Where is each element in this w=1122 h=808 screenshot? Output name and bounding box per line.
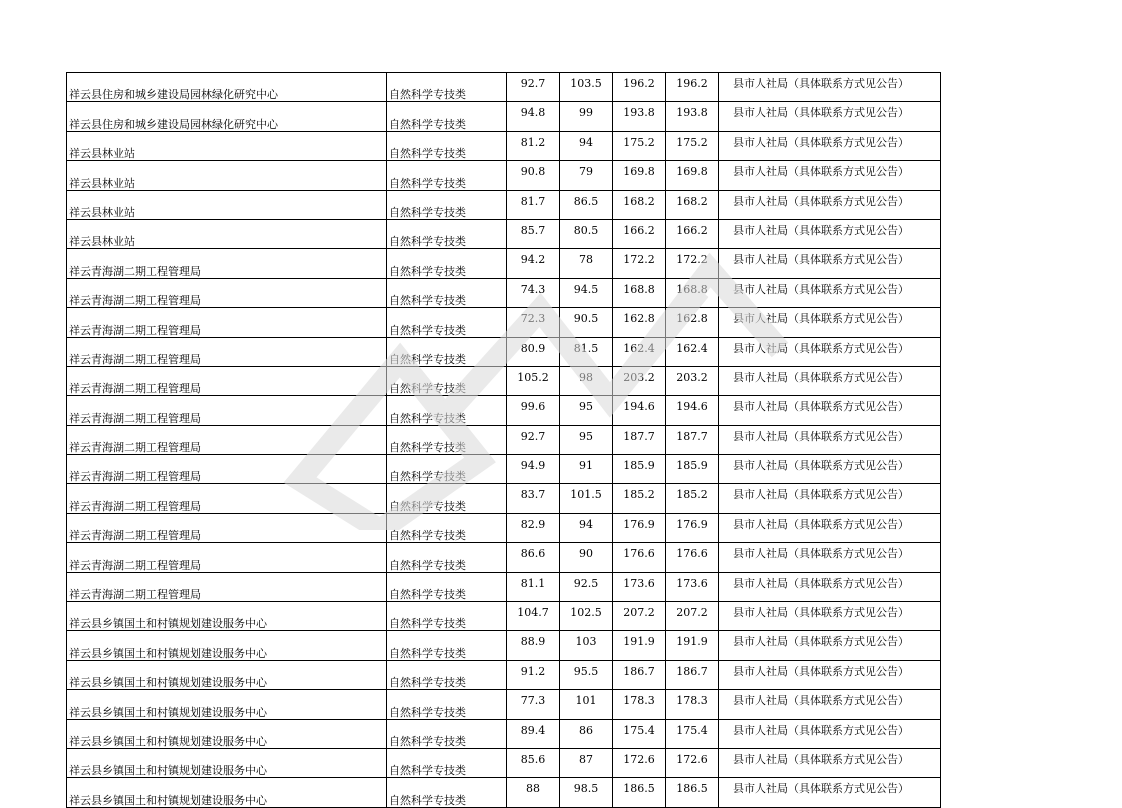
score2-cell: 87	[560, 748, 613, 777]
table-row	[67, 396, 941, 425]
final-cell: 175.4	[666, 719, 719, 748]
table-row	[67, 572, 941, 601]
table-row	[67, 425, 941, 454]
category-cell: 自然科学专技类	[387, 543, 507, 572]
table-row	[67, 484, 941, 513]
score2-cell: 101.5	[560, 484, 613, 513]
total-cell: 178.3	[613, 690, 666, 719]
final-cell: 203.2	[666, 366, 719, 395]
contact-cell: 县市人社局（具体联系方式见公告）	[719, 131, 941, 160]
score1-cell: 72.3	[507, 308, 560, 337]
score1-cell: 92.7	[507, 73, 560, 102]
unit-cell: 祥云县乡镇国土和村镇规划建设服务中心	[67, 719, 387, 748]
total-cell: 169.8	[613, 161, 666, 190]
score1-cell: 90.8	[507, 161, 560, 190]
score2-cell: 98.5	[560, 778, 613, 807]
table-row	[67, 308, 941, 337]
final-cell: 168.2	[666, 190, 719, 219]
score1-cell: 82.9	[507, 513, 560, 542]
category-cell: 自然科学专技类	[387, 748, 507, 777]
unit-cell: 祥云县林业站	[67, 131, 387, 160]
table-row	[67, 102, 941, 131]
category-cell: 自然科学专技类	[387, 778, 507, 807]
score2-cell: 92.5	[560, 572, 613, 601]
score2-cell: 94	[560, 131, 613, 160]
table-row	[67, 602, 941, 631]
unit-cell: 祥云县林业站	[67, 219, 387, 248]
contact-cell: 县市人社局（具体联系方式见公告）	[719, 190, 941, 219]
category-cell: 自然科学专技类	[387, 131, 507, 160]
final-cell: 172.2	[666, 249, 719, 278]
table-row	[67, 73, 941, 102]
final-cell: 176.9	[666, 513, 719, 542]
final-cell: 193.8	[666, 102, 719, 131]
contact-cell: 县市人社局（具体联系方式见公告）	[719, 748, 941, 777]
total-cell: 168.2	[613, 190, 666, 219]
category-cell: 自然科学专技类	[387, 278, 507, 307]
category-cell: 自然科学专技类	[387, 337, 507, 366]
category-cell: 自然科学专技类	[387, 190, 507, 219]
unit-cell: 祥云县乡镇国土和村镇规划建设服务中心	[67, 660, 387, 689]
unit-cell: 祥云青海湖二期工程管理局	[67, 249, 387, 278]
category-cell: 自然科学专技类	[387, 719, 507, 748]
unit-cell: 祥云青海湖二期工程管理局	[67, 425, 387, 454]
final-cell: 173.6	[666, 572, 719, 601]
score1-cell: 80.9	[507, 337, 560, 366]
score1-cell: 74.3	[507, 278, 560, 307]
total-cell: 168.8	[613, 278, 666, 307]
score2-cell: 95	[560, 396, 613, 425]
category-cell: 自然科学专技类	[387, 484, 507, 513]
unit-cell: 祥云青海湖二期工程管理局	[67, 484, 387, 513]
final-cell: 186.7	[666, 660, 719, 689]
score2-cell: 80.5	[560, 219, 613, 248]
unit-cell: 祥云青海湖二期工程管理局	[67, 278, 387, 307]
score2-cell: 98	[560, 366, 613, 395]
category-cell: 自然科学专技类	[387, 73, 507, 102]
score2-cell: 95	[560, 425, 613, 454]
score2-cell: 78	[560, 249, 613, 278]
unit-cell: 祥云青海湖二期工程管理局	[67, 396, 387, 425]
final-cell: 175.2	[666, 131, 719, 160]
contact-cell: 县市人社局（具体联系方式见公告）	[719, 278, 941, 307]
contact-cell: 县市人社局（具体联系方式见公告）	[719, 366, 941, 395]
table-row	[67, 748, 941, 777]
total-cell: 175.4	[613, 719, 666, 748]
score2-cell: 102.5	[560, 602, 613, 631]
table-row	[67, 131, 941, 160]
category-cell: 自然科学专技类	[387, 308, 507, 337]
table-row	[67, 719, 941, 748]
contact-cell: 县市人社局（具体联系方式见公告）	[719, 484, 941, 513]
total-cell: 191.9	[613, 631, 666, 660]
contact-cell: 县市人社局（具体联系方式见公告）	[719, 778, 941, 807]
contact-cell: 县市人社局（具体联系方式见公告）	[719, 543, 941, 572]
final-cell: 176.6	[666, 543, 719, 572]
total-cell: 193.8	[613, 102, 666, 131]
score1-cell: 94.9	[507, 455, 560, 484]
contact-cell: 县市人社局（具体联系方式见公告）	[719, 602, 941, 631]
unit-cell: 祥云青海湖二期工程管理局	[67, 308, 387, 337]
table-row	[67, 249, 941, 278]
score2-cell: 91	[560, 455, 613, 484]
score1-cell: 81.7	[507, 190, 560, 219]
category-cell: 自然科学专技类	[387, 513, 507, 542]
score1-cell: 89.4	[507, 719, 560, 748]
contact-cell: 县市人社局（具体联系方式见公告）	[719, 513, 941, 542]
final-cell: 185.9	[666, 455, 719, 484]
category-cell: 自然科学专技类	[387, 631, 507, 660]
final-cell: 178.3	[666, 690, 719, 719]
contact-cell: 县市人社局（具体联系方式见公告）	[719, 719, 941, 748]
total-cell: 176.6	[613, 543, 666, 572]
contact-cell: 县市人社局（具体联系方式见公告）	[719, 631, 941, 660]
total-cell: 187.7	[613, 425, 666, 454]
final-cell: 162.4	[666, 337, 719, 366]
total-cell: 186.5	[613, 778, 666, 807]
score2-cell: 79	[560, 161, 613, 190]
contact-cell: 县市人社局（具体联系方式见公告）	[719, 690, 941, 719]
score2-cell: 90.5	[560, 308, 613, 337]
unit-cell: 祥云县林业站	[67, 161, 387, 190]
total-cell: 176.9	[613, 513, 666, 542]
score1-cell: 91.2	[507, 660, 560, 689]
score1-cell: 94.8	[507, 102, 560, 131]
final-cell: 185.2	[666, 484, 719, 513]
category-cell: 自然科学专技类	[387, 602, 507, 631]
total-cell: 186.7	[613, 660, 666, 689]
table-body	[67, 73, 941, 808]
table-row	[67, 455, 941, 484]
table-row	[67, 631, 941, 660]
category-cell: 自然科学专技类	[387, 660, 507, 689]
total-cell: 162.4	[613, 337, 666, 366]
contact-cell: 县市人社局（具体联系方式见公告）	[719, 425, 941, 454]
score1-cell: 88.9	[507, 631, 560, 660]
score2-cell: 101	[560, 690, 613, 719]
final-cell: 191.9	[666, 631, 719, 660]
contact-cell: 县市人社局（具体联系方式见公告）	[719, 102, 941, 131]
final-cell: 186.5	[666, 778, 719, 807]
unit-cell: 祥云县住房和城乡建设局园林绿化研究中心	[67, 73, 387, 102]
contact-cell: 县市人社局（具体联系方式见公告）	[719, 73, 941, 102]
final-cell: 169.8	[666, 161, 719, 190]
category-cell: 自然科学专技类	[387, 396, 507, 425]
contact-cell: 县市人社局（具体联系方式见公告）	[719, 337, 941, 366]
unit-cell: 祥云青海湖二期工程管理局	[67, 366, 387, 395]
unit-cell: 祥云县乡镇国土和村镇规划建设服务中心	[67, 602, 387, 631]
final-cell: 194.6	[666, 396, 719, 425]
score2-cell: 86.5	[560, 190, 613, 219]
score2-cell: 103.5	[560, 73, 613, 102]
score2-cell: 94.5	[560, 278, 613, 307]
contact-cell: 县市人社局（具体联系方式见公告）	[719, 396, 941, 425]
final-cell: 166.2	[666, 219, 719, 248]
table-row	[67, 513, 941, 542]
score1-cell: 104.7	[507, 602, 560, 631]
score2-cell: 99	[560, 102, 613, 131]
unit-cell: 祥云县林业站	[67, 190, 387, 219]
score1-cell: 77.3	[507, 690, 560, 719]
category-cell: 自然科学专技类	[387, 572, 507, 601]
category-cell: 自然科学专技类	[387, 102, 507, 131]
unit-cell: 祥云县乡镇国土和村镇规划建设服务中心	[67, 631, 387, 660]
unit-cell: 祥云县住房和城乡建设局园林绿化研究中心	[67, 102, 387, 131]
unit-cell: 祥云县乡镇国土和村镇规划建设服务中心	[67, 748, 387, 777]
table-row	[67, 337, 941, 366]
score1-cell: 81.1	[507, 572, 560, 601]
total-cell: 185.2	[613, 484, 666, 513]
unit-cell: 祥云青海湖二期工程管理局	[67, 572, 387, 601]
score1-cell: 81.2	[507, 131, 560, 160]
category-cell: 自然科学专技类	[387, 161, 507, 190]
score1-cell: 88	[507, 778, 560, 807]
contact-cell: 县市人社局（具体联系方式见公告）	[719, 219, 941, 248]
final-cell: 162.8	[666, 308, 719, 337]
score-table	[66, 72, 941, 808]
score1-cell: 85.6	[507, 748, 560, 777]
contact-cell: 县市人社局（具体联系方式见公告）	[719, 249, 941, 278]
contact-cell: 县市人社局（具体联系方式见公告）	[719, 455, 941, 484]
unit-cell: 祥云青海湖二期工程管理局	[67, 337, 387, 366]
total-cell: 185.9	[613, 455, 666, 484]
table-row	[67, 543, 941, 572]
table-row	[67, 219, 941, 248]
category-cell: 自然科学专技类	[387, 366, 507, 395]
contact-cell: 县市人社局（具体联系方式见公告）	[719, 572, 941, 601]
final-cell: 196.2	[666, 73, 719, 102]
category-cell: 自然科学专技类	[387, 690, 507, 719]
final-cell: 168.8	[666, 278, 719, 307]
total-cell: 194.6	[613, 396, 666, 425]
total-cell: 175.2	[613, 131, 666, 160]
table-row	[67, 366, 941, 395]
table-row	[67, 161, 941, 190]
table-row	[67, 690, 941, 719]
total-cell: 173.6	[613, 572, 666, 601]
category-cell: 自然科学专技类	[387, 219, 507, 248]
total-cell: 207.2	[613, 602, 666, 631]
category-cell: 自然科学专技类	[387, 455, 507, 484]
unit-cell: 祥云青海湖二期工程管理局	[67, 513, 387, 542]
total-cell: 196.2	[613, 73, 666, 102]
score2-cell: 103	[560, 631, 613, 660]
score1-cell: 92.7	[507, 425, 560, 454]
contact-cell: 县市人社局（具体联系方式见公告）	[719, 161, 941, 190]
score2-cell: 81.5	[560, 337, 613, 366]
category-cell: 自然科学专技类	[387, 249, 507, 278]
unit-cell: 祥云县乡镇国土和村镇规划建设服务中心	[67, 778, 387, 807]
final-cell: 187.7	[666, 425, 719, 454]
total-cell: 203.2	[613, 366, 666, 395]
final-cell: 172.6	[666, 748, 719, 777]
score1-cell: 85.7	[507, 219, 560, 248]
score1-cell: 99.6	[507, 396, 560, 425]
score1-cell: 105.2	[507, 366, 560, 395]
category-cell: 自然科学专技类	[387, 425, 507, 454]
table-row	[67, 660, 941, 689]
score1-cell: 94.2	[507, 249, 560, 278]
table-row	[67, 278, 941, 307]
total-cell: 166.2	[613, 219, 666, 248]
score1-cell: 83.7	[507, 484, 560, 513]
total-cell: 162.8	[613, 308, 666, 337]
unit-cell: 祥云县乡镇国土和村镇规划建设服务中心	[67, 690, 387, 719]
total-cell: 172.6	[613, 748, 666, 777]
score1-cell: 86.6	[507, 543, 560, 572]
final-cell: 207.2	[666, 602, 719, 631]
unit-cell: 祥云青海湖二期工程管理局	[67, 543, 387, 572]
contact-cell: 县市人社局（具体联系方式见公告）	[719, 660, 941, 689]
score2-cell: 94	[560, 513, 613, 542]
unit-cell: 祥云青海湖二期工程管理局	[67, 455, 387, 484]
score2-cell: 86	[560, 719, 613, 748]
score2-cell: 95.5	[560, 660, 613, 689]
total-cell: 172.2	[613, 249, 666, 278]
score2-cell: 90	[560, 543, 613, 572]
table-row	[67, 190, 941, 219]
contact-cell: 县市人社局（具体联系方式见公告）	[719, 308, 941, 337]
